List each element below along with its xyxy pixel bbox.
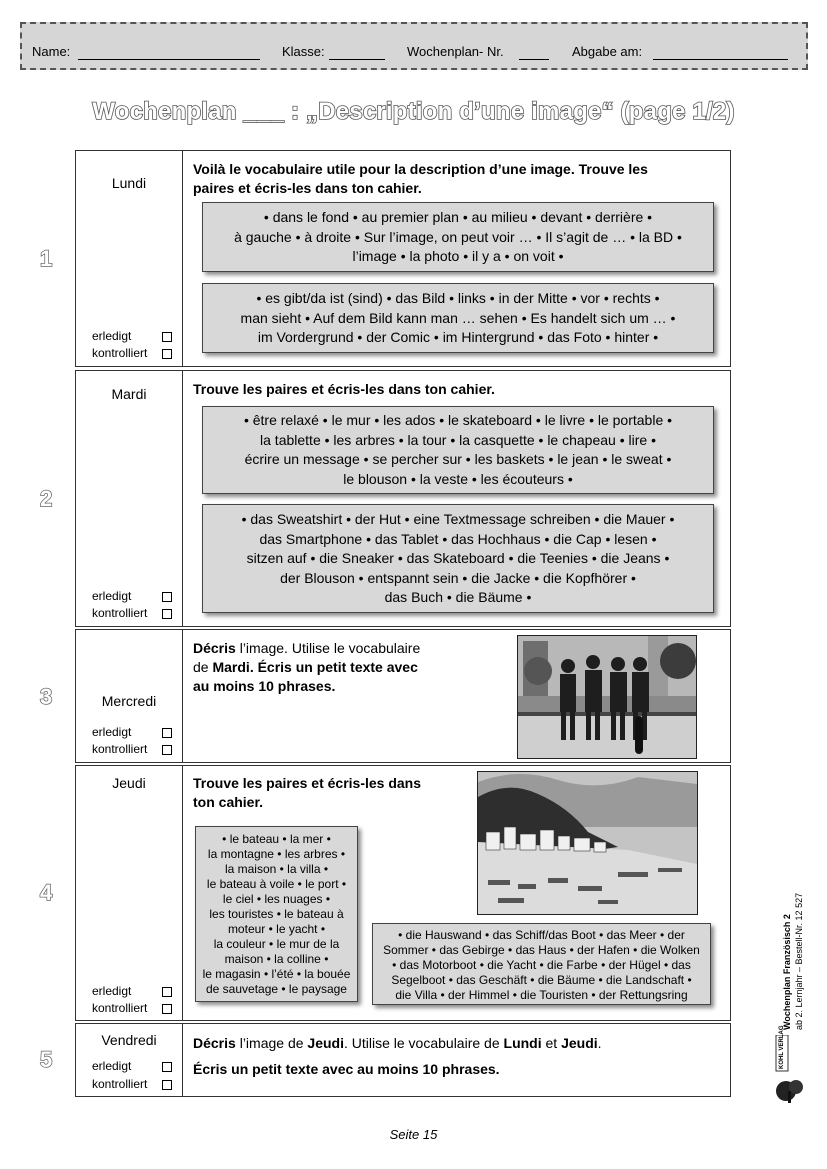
controlled-checkbox[interactable] (162, 349, 172, 359)
header-bar (20, 22, 808, 70)
day-column (76, 1024, 183, 1096)
french-vocab-box: • le bateau • la mer • la montagne • les arbres • la maison • la villa • le bateau à voile • le port • le ciel • les nuages • les touristes • le bateau à moteur • le yacht • la couleur • le mur de la maison • la colline • le magasin • l’été • la bouée de sauvetage • le paysage (195, 826, 358, 1002)
row-number: 1 (40, 246, 53, 271)
page-title: Wochenplan ___ : „Description d’une image“ (page 1/2) (92, 98, 735, 125)
day-name: Lundi (111, 175, 147, 191)
harbour-photo (477, 771, 698, 915)
tree-logo-icon (770, 1035, 808, 1105)
done-label: erledigt (92, 329, 132, 343)
done-label: erledigt (92, 984, 132, 998)
controlled-checkbox[interactable] (162, 1004, 172, 1014)
teenagers-photo (517, 635, 697, 759)
row-jeudi (75, 765, 731, 1021)
day-name: Mercredi (101, 693, 157, 709)
controlled-label: kontrolliert (92, 606, 148, 620)
teenagers-photo-drawing (518, 636, 696, 758)
french-vocab-box: • être relaxé • le mur • les ados • le skateboard • le livre • le portable • la tablette • les arbres • la tour • la casquette • le chapeau • lire • écrire un message • se percher sur • les baskets • le jean • le sweat • le blouson • la veste • les écouteurs • (202, 406, 714, 494)
name-label: Name: (32, 44, 71, 59)
done-label: erledigt (92, 589, 132, 603)
day-column (76, 630, 183, 762)
controlled-label: kontrolliert (92, 346, 148, 360)
day-name: Vendredi (101, 1032, 157, 1048)
done-checkbox[interactable] (162, 728, 172, 738)
controlled-checkbox[interactable] (162, 609, 172, 619)
german-vocab-box: • das Sweatshirt • der Hut • eine Textmessage schreiben • die Mauer • das Smartphone • das Tablet • das Hochhaus • die Cap • lesen • sitzen auf • die Sneaker • das Skateboard • die Teenies • die Jeans • der Blouson • entspannt sein • die Jacke • die Kopfhörer • das Buch • die Bäume • (202, 504, 714, 613)
french-vocab-box: • dans le fond • au premier plan • au milieu • devant • derrière • à gauche • à droite • Sur l’image, on peut voir … • Il s’agit de … • la BD • l’image • la photo • il y a • on voit • (202, 202, 714, 272)
controlled-label: kontrolliert (92, 742, 148, 756)
page-number: Seite 15 (389, 1127, 438, 1142)
done-checkbox[interactable] (162, 592, 172, 602)
done-checkbox[interactable] (162, 332, 172, 342)
task-instruction: Voilà le vocabulaire utile pour la description d’une image. Trouve les paires et écris-les dans ton cahier. (193, 161, 648, 196)
harbour-photo-drawing (478, 772, 697, 914)
wochenplan-nr-field[interactable] (519, 59, 549, 60)
day-column (76, 371, 183, 626)
row-number: 3 (40, 684, 53, 709)
klasse-label: Klasse: (282, 44, 325, 59)
done-label: erledigt (92, 1059, 132, 1073)
sidebar-order-number: ab 2. Lernjahr – Bestell-Nr. 12 527 (794, 892, 804, 1030)
controlled-label: kontrolliert (92, 1001, 148, 1015)
day-column (76, 151, 183, 366)
done-checkbox[interactable] (162, 1062, 172, 1072)
task-instruction: Décris l’image de Jeudi. Utilise le vocabulaire de Lundi et Jeudi. (193, 1035, 602, 1051)
row-number: 4 (40, 880, 53, 905)
german-vocab-box: • die Hauswand • das Schiff/das Boot • das Meer • der Sommer • das Gebirge • das Haus • der Hafen • die Wolken • das Motorboot • die Yacht • die Farbe • der Hügel • das Segelboot • das Geschäft • die Bäume • die Landschaft • die Villa • der Himmel • die Touristen • der Rettungsring (372, 923, 711, 1005)
row-vendredi (75, 1023, 731, 1097)
day-name: Mardi (111, 386, 147, 402)
row-lundi (75, 150, 731, 367)
row-mercredi (75, 629, 731, 763)
publisher-logo (770, 1025, 808, 1105)
done-label: erledigt (92, 725, 132, 739)
row-mardi (75, 370, 731, 627)
name-field[interactable] (78, 59, 260, 60)
klasse-field[interactable] (329, 59, 385, 60)
done-checkbox[interactable] (162, 987, 172, 997)
row-number: 2 (40, 486, 53, 511)
row-number: 5 (40, 1047, 53, 1072)
controlled-checkbox[interactable] (162, 1080, 172, 1090)
day-name: Jeudi (112, 775, 146, 791)
wochenplan-label: Wochenplan- Nr. (407, 44, 504, 59)
task-instruction-2: Écris un petit texte avec au moins 10 phrases. (193, 1061, 500, 1077)
publisher-name: KOHL VERLAG (779, 1025, 785, 1069)
task-instruction: Trouve les paires et écris-les dans ton cahier. (193, 381, 495, 397)
abgabe-label: Abgabe am: (572, 44, 643, 59)
day-column (76, 766, 183, 1020)
publisher-sidebar (768, 880, 808, 1040)
german-vocab-box: • es gibt/da ist (sind) • das Bild • links • in der Mitte • vor • rechts • man sieht • Auf dem Bild kann man … sehen • Es handelt sich um … • im Vordergrund • der Comic • im Hintergrund • das Foto • hinter • (202, 283, 714, 353)
abgabe-field[interactable] (653, 59, 788, 60)
task-instruction: Décris l’image. Utilise le vocabulaire de Mardi. Écris un petit texte avec au moins 10 phrases. (193, 640, 421, 694)
task-instruction: Trouve les paires et écris-les dans ton cahier. (193, 775, 422, 810)
sidebar-title: Wochenplan Französisch 2 (782, 914, 792, 1030)
controlled-label: kontrolliert (92, 1077, 148, 1091)
controlled-checkbox[interactable] (162, 745, 172, 755)
